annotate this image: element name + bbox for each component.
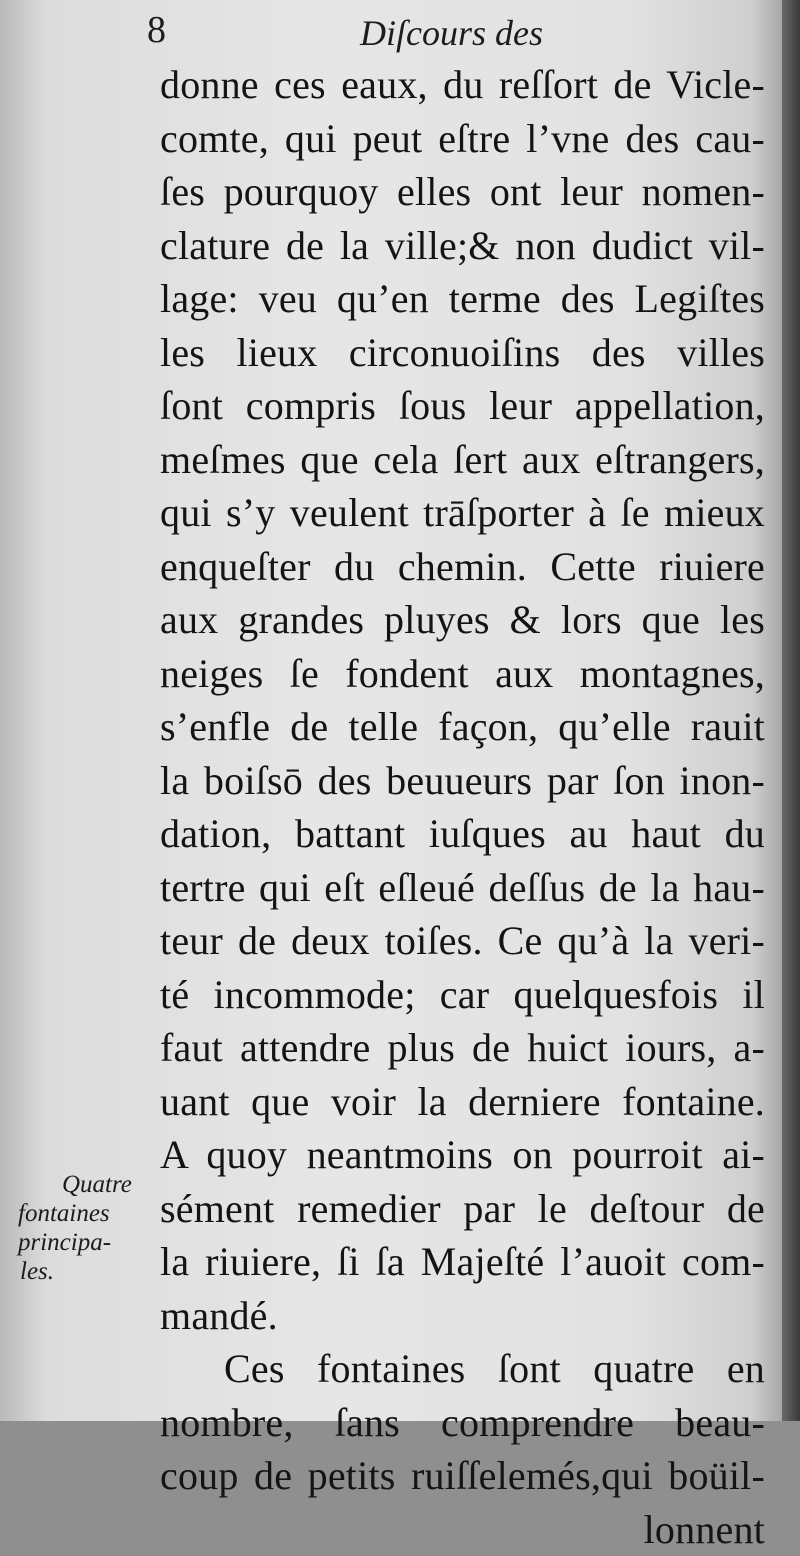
page-edge-shadow: [782, 0, 800, 1421]
text-line: faut attendre plus de huict iours, a-: [160, 1021, 765, 1075]
text-line: s’enfle de telle façon, qu’elle rauit: [160, 700, 765, 754]
text-line: donne ces eaux, du reſſort de Vicle-: [160, 58, 765, 112]
text-line: clature de la ville;& non dudict vil-: [160, 219, 765, 273]
text-line: té incommode; car quelquesfois il: [160, 968, 765, 1022]
page-number: 8: [147, 8, 166, 52]
margin-note-line: principa-: [18, 1228, 158, 1257]
text-line: lage: veu qu’en terme des Legiſtes: [160, 272, 765, 326]
text-line: ſont compris ſous leur appellation,: [160, 379, 765, 433]
text-line: coup de petits ruiſſelemés,qui boüil-: [160, 1449, 765, 1503]
page-header: [0, 8, 782, 60]
margin-note-line: les.: [18, 1257, 158, 1286]
margin-note-line: Quatre: [18, 1170, 158, 1199]
text-line: aux grandes pluyes & lors que les: [160, 593, 765, 647]
text-line: tertre qui eſt eſleué deſſus de la hau-: [160, 861, 765, 915]
text-line: meſmes que cela ſert aux eſtrangers,: [160, 433, 765, 487]
text-line: ſes pourquoy elles ont leur nomen-: [160, 165, 765, 219]
text-line: sément remedier par le deſtour de: [160, 1182, 765, 1236]
text-line: mandé.: [160, 1289, 765, 1343]
text-line: qui s’y veulent trāſporter à ſe mieux: [160, 486, 765, 540]
text-line: uant que voir la derniere fontaine.: [160, 1075, 765, 1129]
text-line: neiges ſe fondent aux montagnes,: [160, 647, 765, 701]
margin-note: [18, 1170, 158, 1286]
text-line: dation, battant iuſques au haut du: [160, 807, 765, 861]
text-line: les lieux circonuoiſins des villes: [160, 326, 765, 380]
text-line: A quoy neantmoins on pourroit ai-: [160, 1128, 765, 1182]
body-text: [160, 58, 765, 1556]
text-line: teur de deux toiſes. Ce qu’à la veri-: [160, 914, 765, 968]
catchword: lonnent: [160, 1503, 765, 1556]
text-line: la riuiere, ſi ſa Majeſté l’auoit com-: [160, 1235, 765, 1289]
text-line: nombre, ſans comprendre beau-: [160, 1396, 765, 1450]
margin-note-line: fontaines: [18, 1199, 158, 1228]
text-line: enqueſter du chemin. Cette riuiere: [160, 540, 765, 594]
running-head: Diſcours des: [360, 12, 543, 54]
text-line: Ces fontaines ſont quatre en: [160, 1342, 765, 1396]
text-line: la boiſsō des beuueurs par ſon inon-: [160, 754, 765, 808]
text-line: comte, qui peut eſtre l’vne des cau-: [160, 112, 765, 166]
